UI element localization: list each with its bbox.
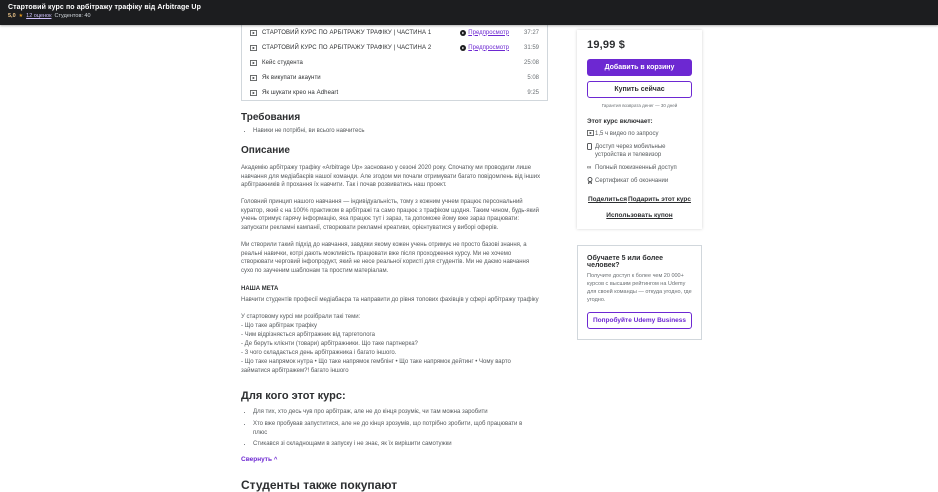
collapse-description-link[interactable]: [241, 456, 548, 463]
topic-item: - Що таке арбітраж трафіку: [241, 323, 317, 330]
video-lecture-icon: [250, 60, 257, 66]
ratings-count-link[interactable]: 12 оценок: [26, 13, 52, 19]
goal-text: Навчити студентів професії медіабаєра та направити до рівня топових фахівців у сфері арбітражу трафіку: [241, 296, 539, 303]
course-title: Стартовий курс по арбітражу трафіку від Arbitrage Up: [8, 4, 201, 11]
feature-text: Доступ через мобильные устройства и телевизор: [595, 144, 666, 159]
course-header-bar: [0, 0, 938, 25]
topic-item: - З чого складається день арбітражника і багато іншого.: [241, 350, 397, 357]
business-heading: Обучаете 5 или более человек?: [587, 255, 663, 270]
description-heading: Описание: [241, 145, 290, 156]
video-lecture-icon: [250, 30, 257, 36]
purchase-card: [577, 30, 702, 229]
lecture-row[interactable]: [242, 40, 547, 55]
requirements-list: [253, 128, 548, 134]
preview-wrap[interactable]: [460, 30, 509, 36]
lecture-row[interactable]: [242, 85, 547, 100]
course-price: 19,99 $: [587, 39, 626, 51]
description-paragraph: Ми створили такий підхід до навчання, завдяки якому кожен учень отримує не просто базові знання, а реальні навички, котрі дають можливість працювати вже після проходження курсу. Ми не хочемо створювати черговий інфопродукт, який не несе реальної користі для студентів. Ми не даємо навчання сухо по заученим шаблонам та простим матеріалам.: [241, 241, 530, 274]
certificate-icon: [587, 177, 595, 185]
feature-row: [587, 130, 692, 138]
topic-item: - Чим відрізняється арбітражник від таргетолога: [241, 332, 375, 339]
audience-item: • Стикався зі складнощами в запуску і не знає, як їх вирішити самотужки: [253, 440, 538, 449]
lecture-duration: 9:25: [527, 89, 539, 96]
video-icon: [587, 130, 595, 138]
feature-text: 1,5 ч видео по запросу: [595, 131, 659, 137]
mobile-icon: [587, 143, 595, 159]
preview-link[interactable]: Предпросмотр: [468, 44, 509, 51]
collapse-label: Свернуть: [241, 456, 272, 463]
lecture-row[interactable]: [242, 25, 547, 40]
topic-item: - Де беруть клієнти (товари) арбітражники. Що таке партнерка?: [241, 341, 418, 348]
udemy-business-card: [577, 245, 702, 340]
buy-now-button[interactable]: Купить сейчас: [587, 81, 692, 98]
feature-row: [587, 177, 692, 185]
goal-heading: НАША МЕТА: [241, 285, 279, 292]
play-circle-icon: [460, 30, 466, 36]
description-paragraph: Головний принцип нашого навчання — індивідуальність, тому з кожним учнем працює персональний куратор, який є на 100% практиком в арбітражі та само працює з трафіком щодня. Таким чином, будь-який учень отримує гарячу інформацію, яка працює тут і зараз, та допоможе йому вже зараз працювати: запускати рекламні кампанії, створювати рекламні креативи, орієнтуватися у виборі оферів.: [241, 199, 539, 232]
infinity-icon: ∞: [587, 165, 592, 172]
preview-link[interactable]: Предпросмотр: [468, 29, 509, 36]
feature-text: Сертификат об окончании: [595, 178, 669, 185]
lecture-duration: 5:08: [527, 74, 539, 81]
audience-item: • Хто вже пробував запуститися, але не до кінця зрозумів, що потрібно зробити, щоб працювати в плюс: [253, 420, 538, 437]
students-count: Студентов: 40: [54, 13, 91, 19]
audience-list: [253, 408, 548, 449]
description-paragraph: Академію арбітражу трафіку «Arbitrage Up» засновано у сезоні 2020 року. Спочатку ми проводили лише навчання для медіабаєрів нашої команди. Але згодом ми почали отримувати багато повідомлень від інших арбітражників й прохання їх навчити. Так і почав розвиватись наш проект.: [241, 165, 541, 189]
lecture-duration: 31:59: [523, 44, 539, 51]
requirements-heading: Требования: [241, 112, 301, 123]
rating-value: 5,0: [8, 13, 16, 19]
lecture-duration: 37:27: [523, 29, 539, 36]
feature-row: [587, 143, 692, 159]
add-to-cart-button[interactable]: Добавить в корзину: [587, 59, 692, 76]
students-also-buy-heading: Студенты также покупают: [241, 478, 398, 492]
feature-row: [587, 164, 692, 172]
main-content: [241, 25, 548, 492]
lecture-duration: 25:08: [523, 59, 539, 66]
lecture-title: СТАРТОВИЙ КУРС ПО АРБІТРАЖУ ТРАФІКУ | ЧАСТИНА 1: [262, 29, 432, 36]
lecture-title: Кейс студента: [262, 59, 303, 66]
lecture-row[interactable]: [242, 70, 547, 85]
play-circle-icon: [460, 45, 466, 51]
gift-course-link[interactable]: Подарить этот курс: [627, 196, 691, 204]
apply-coupon-link[interactable]: Использовать купон: [606, 212, 673, 220]
video-lecture-icon: [250, 75, 257, 81]
requirement-item: • Навики не потрібні, ви всього навчитесь: [253, 128, 548, 134]
lecture-row[interactable]: [242, 55, 547, 70]
business-text: Получите доступ к более чем 20 000+ курсов с высшим рейтингом на Udemy для своей команды — откуда угодно, где угодно.: [587, 273, 692, 304]
audience-heading: Для кого этот курс:: [241, 390, 346, 403]
money-back-guarantee: Гарантия возврата денег — 30 дней: [601, 103, 678, 108]
share-link[interactable]: Поделиться: [588, 196, 628, 204]
try-udemy-business-button[interactable]: Попробуйте Udemy Business: [587, 312, 692, 329]
chevron-up-icon: ^: [273, 457, 278, 463]
video-lecture-icon: [250, 45, 257, 51]
lecture-title: СТАРТОВИЙ КУРС ПО АРБІТРАЖУ ТРАФІКУ | ЧАСТИНА 2: [262, 44, 432, 51]
topics-intro: У стартовому курсі ми розібрали такі теми:: [241, 314, 361, 321]
feature-text: Полный пожизненный доступ: [595, 165, 677, 172]
topic-item: - Що таке напрямок нутра • Що таке напрямок гемблінг • Що таке напрямок дейтинг • Чому варто займатися арбітражем?! багато іншого: [241, 359, 511, 375]
course-meta: [8, 13, 930, 19]
preview-wrap[interactable]: [460, 45, 509, 51]
star-icon: ★: [18, 13, 24, 19]
curriculum-list: [241, 25, 548, 101]
video-lecture-icon: [250, 90, 257, 96]
course-includes-heading: Этот курс включает:: [587, 118, 653, 125]
audience-item: • Для тих, хто десь чув про арбітраж, але не до кінця розуміє, чи там можна заробити: [253, 408, 538, 417]
purchase-sidebar: [577, 30, 702, 340]
share-row: [587, 196, 692, 203]
lecture-title: Як шукати крео на Adheart: [262, 89, 339, 96]
lecture-title: Як викупати акаунти: [262, 74, 321, 81]
topics-block: [241, 313, 548, 376]
